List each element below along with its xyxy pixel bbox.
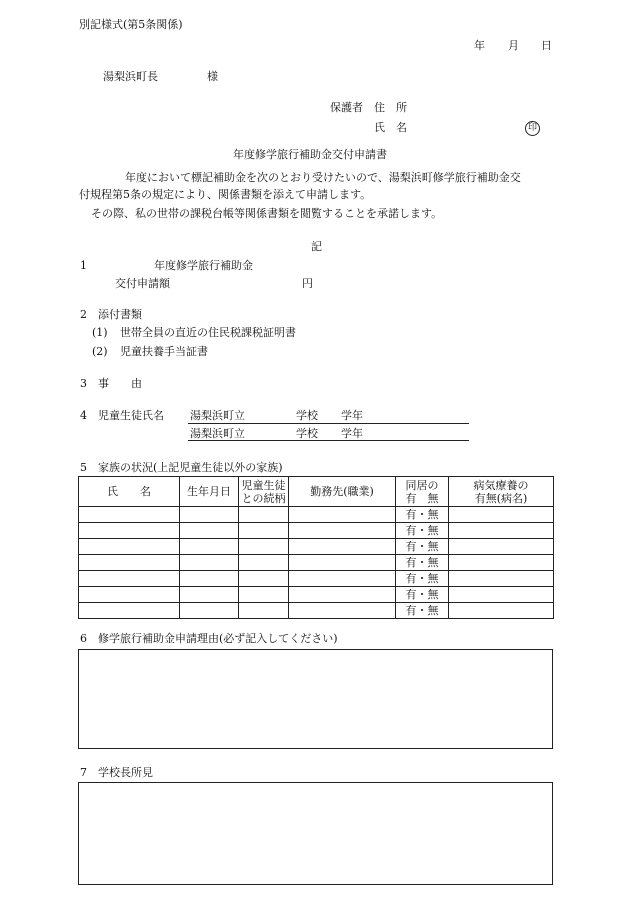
- body-line-3: その際、私の世帯の課税台帳等関係書類を閲覧することを承諾します。: [91, 207, 443, 220]
- cell-illness[interactable]: [449, 507, 554, 523]
- item4-row1-underline: [188, 423, 469, 424]
- item4-row2-grade: 学年: [341, 427, 363, 440]
- item4-row2-underline: [188, 440, 469, 441]
- cell-birth[interactable]: [180, 555, 239, 571]
- cell-cohabit[interactable]: 有・無: [396, 603, 449, 619]
- cell-name[interactable]: [79, 539, 180, 555]
- date-month-label: 月: [508, 39, 519, 52]
- principal-opinion-box[interactable]: [78, 782, 553, 885]
- cell-birth[interactable]: [180, 603, 239, 619]
- cell-illness[interactable]: [449, 523, 554, 539]
- cell-name[interactable]: [79, 571, 180, 587]
- header-birth: 生年月日: [180, 477, 239, 507]
- item1-title: 年度修学旅行補助金: [154, 259, 253, 272]
- cell-work[interactable]: [289, 603, 396, 619]
- applicant-address-label: 住 所: [374, 101, 407, 114]
- table-row: [79, 587, 554, 603]
- table-row: [79, 523, 554, 539]
- header-illness-line2: 有無(病名): [474, 491, 528, 505]
- cell-birth[interactable]: [180, 523, 239, 539]
- cell-relation[interactable]: [239, 603, 289, 619]
- table-row: [79, 507, 554, 523]
- header-relation-line2: との続柄: [241, 491, 286, 505]
- header-illness: [449, 477, 554, 507]
- family-table-header: [79, 477, 554, 507]
- cell-work[interactable]: [289, 587, 396, 603]
- cell-cohabit[interactable]: 有・無: [396, 587, 449, 603]
- cell-relation[interactable]: [239, 571, 289, 587]
- item7-label: 7 学校長所見: [80, 766, 153, 779]
- cell-name[interactable]: [79, 603, 180, 619]
- item2-doc1-number: (1): [92, 326, 108, 339]
- item4-row1-town: 湯梨浜町立: [190, 409, 245, 422]
- header-cohabit-line2: 有 無: [405, 491, 439, 505]
- seal-mark: 印: [525, 121, 540, 136]
- item1-number: 1: [80, 259, 87, 272]
- item1-amount-label: 交付申請額: [115, 277, 170, 290]
- cell-relation[interactable]: [239, 539, 289, 555]
- addressee-name: 湯梨浜町長: [103, 70, 158, 83]
- form-reference: 別記様式(第5条関係): [79, 18, 183, 31]
- cell-cohabit[interactable]: 有・無: [396, 571, 449, 587]
- item1-unit: 円: [302, 277, 313, 290]
- cell-cohabit[interactable]: 有・無: [396, 539, 449, 555]
- item2-doc2-text: 児童扶養手当証書: [120, 345, 208, 358]
- date-day-label: 日: [541, 39, 552, 52]
- reason-textbox[interactable]: [78, 649, 553, 749]
- cell-birth[interactable]: [180, 507, 239, 523]
- document-title: 年度修学旅行補助金交付申請書: [233, 148, 387, 161]
- cell-relation[interactable]: [239, 507, 289, 523]
- cell-birth[interactable]: [180, 587, 239, 603]
- cell-illness[interactable]: [449, 539, 554, 555]
- item4-row1-grade: 学年: [341, 409, 363, 422]
- ki-heading: 記: [311, 240, 322, 253]
- cell-work[interactable]: [289, 523, 396, 539]
- header-illness-line1: 病気療養の: [473, 478, 529, 492]
- item4-row2-school: 学校: [296, 427, 318, 440]
- item4-row1-school: 学校: [296, 409, 318, 422]
- table-row: [79, 603, 554, 619]
- table-row: [79, 539, 554, 555]
- cell-relation[interactable]: [239, 555, 289, 571]
- item6-label: 6 修学旅行補助金申請理由(必ず記入してください): [80, 632, 338, 645]
- item4-row2-town: 湯梨浜町立: [190, 427, 245, 440]
- cell-cohabit[interactable]: 有・無: [396, 555, 449, 571]
- header-cohabit: [396, 477, 449, 507]
- cell-name[interactable]: [79, 523, 180, 539]
- cell-birth[interactable]: [180, 571, 239, 587]
- cell-cohabit[interactable]: 有・無: [396, 507, 449, 523]
- cell-birth[interactable]: [180, 539, 239, 555]
- cell-relation[interactable]: [239, 587, 289, 603]
- cell-name[interactable]: [79, 587, 180, 603]
- item2-doc1-text: 世帯全員の直近の住民税課税証明書: [120, 326, 296, 339]
- date-year-label: 年: [474, 39, 485, 52]
- family-table: [78, 476, 554, 619]
- cell-work[interactable]: [289, 571, 396, 587]
- addressee-honorific: 様: [207, 70, 218, 83]
- cell-cohabit[interactable]: 有・無: [396, 523, 449, 539]
- cell-work[interactable]: [289, 507, 396, 523]
- cell-illness[interactable]: [449, 603, 554, 619]
- applicant-name-label: 氏 名: [374, 121, 407, 134]
- cell-work[interactable]: [289, 555, 396, 571]
- header-work: 勤務先(職業): [289, 477, 396, 507]
- cell-illness[interactable]: [449, 571, 554, 587]
- header-cohabit-line1: 同居の: [405, 478, 439, 492]
- header-name: 氏 名: [79, 477, 180, 507]
- body-line-1: 年度において標記補助金を次のとおり受けたいので、湯梨浜町修学旅行補助金交: [125, 171, 521, 184]
- cell-relation[interactable]: [239, 523, 289, 539]
- cell-name[interactable]: [79, 555, 180, 571]
- applicant-role: 保護者: [330, 101, 363, 114]
- item2-doc2-number: (2): [92, 345, 108, 358]
- item4-label: 4 児童生徒氏名: [80, 409, 164, 422]
- item5-label: 5 家族の状況(上記児童生徒以外の家族): [80, 461, 283, 474]
- item3-label: 3 事 由: [80, 377, 142, 390]
- cell-illness[interactable]: [449, 555, 554, 571]
- header-relation-line1: 児童生徒: [241, 478, 286, 492]
- table-row: [79, 571, 554, 587]
- cell-illness[interactable]: [449, 587, 554, 603]
- cell-work[interactable]: [289, 539, 396, 555]
- header-relation: [239, 477, 289, 507]
- table-row: [79, 555, 554, 571]
- item2-label: 2 添付書類: [80, 308, 142, 321]
- body-line-2: 付規程第5条の規定により、関係書類を添えて申請します。: [79, 188, 372, 201]
- cell-name[interactable]: [79, 507, 180, 523]
